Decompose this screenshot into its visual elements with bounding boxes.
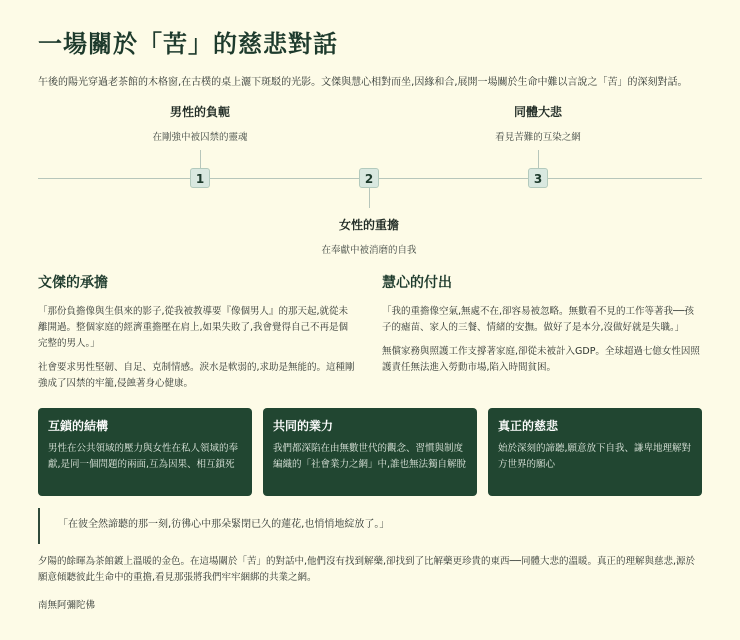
card-body: 我們都深陷在由無數世代的觀念、習慣與制度編織的「社會業力之網」中,誰也無法獨自解脫 — [273, 443, 467, 470]
timeline-stem — [200, 150, 201, 169]
timeline-node-1[interactable]: 1 — [190, 168, 210, 188]
timeline — [38, 98, 702, 258]
blockquote: 「在彼全然諦聽的那一刻,彷彿心中那朵緊閉已久的蓮花,也悄悄地綻放了。」 — [38, 508, 638, 544]
card-body: 男性在公共領域的壓力與女性在私人領域的奉獻,是同一個問題的兩面,互為因果、相互鎖死 — [48, 443, 239, 470]
section-quote: 「那份負擔像與生俱來的影子,從我被教導要『像個男人』的那天起,就從未離開過。整個家庭的經濟重擔壓在肩上,如果失敗了,我會覺得自己不再是個完整的男人。」 — [38, 306, 349, 349]
card-title: 真正的慈悲 — [498, 419, 559, 433]
card-interlocking-structure — [38, 408, 252, 496]
timeline-heading: 同體大悲 — [513, 105, 562, 119]
timeline-node-2[interactable]: 2 — [359, 168, 379, 188]
page-title: 一場關於「苦」的慈悲對話 — [38, 30, 338, 58]
timeline-stem — [369, 188, 370, 208]
timeline-label-1 — [100, 103, 300, 143]
timeline-subtitle: 看見苦難的互染之網 — [495, 132, 581, 143]
timeline-node-3[interactable]: 3 — [528, 168, 548, 188]
timeline-subtitle: 在奉獻中被消磨的自我 — [321, 245, 417, 256]
signoff: 南無阿彌陀佛 — [38, 600, 96, 611]
timeline-label-3 — [438, 103, 638, 143]
intro-paragraph: 午後的陽光穿過老茶館的木格窗,在古樸的桌上灑下斑駁的光影。文傑與慧心相對而坐,因緣和合,展開一場關於生命中難以言說之「苦」的深刻對話。 — [38, 77, 688, 88]
card-title: 互鎖的結構 — [48, 419, 109, 433]
closing-paragraph: 夕陽的餘暉為茶館鍍上溫暖的金色。在這場關於「苦」的對話中,他們沒有找到解藥,卻找到了比解藥更珍貴的東西──同體大悲的溫暖。真正的理解與慈悲,源於願意傾聽彼此生命中的重擔,看見那張將我們牢牢綑綁的共業之網。 — [38, 556, 696, 583]
card-title: 共同的業力 — [273, 419, 334, 433]
insight-cards — [38, 408, 702, 496]
section-paragraph: 無償家務與照護工作支撐著家庭,卻從未被計入GDP。全球超過七億女性因照護責任無法進入勞動市場,陷入時間貧困。 — [382, 346, 700, 373]
card-body: 始於深刻的諦聽,願意放下自我、謙卑地理解對方世界的願心 — [498, 443, 692, 470]
card-true-compassion — [488, 408, 702, 496]
section-heading: 文傑的承擔 — [38, 275, 108, 291]
timeline-heading: 女性的重擔 — [338, 218, 399, 232]
timeline-stem — [538, 150, 539, 169]
timeline-label-2 — [269, 216, 469, 256]
section-paragraph: 社會要求男性堅韌、自足、克制情感。淚水是軟弱的,求助是無能的。這種剛強成了囚禁的牢籠,侵蝕著身心健康。 — [38, 362, 355, 389]
section-heading: 慧心的付出 — [382, 275, 452, 291]
card-shared-karma — [263, 408, 477, 496]
timeline-subtitle: 在剛強中被囚禁的靈魂 — [152, 132, 248, 143]
wenjie-section — [38, 272, 356, 400]
section-quote: 「我的重擔像空氣,無處不在,卻容易被忽略。無數看不見的工作等著我──孩子的瘧苗、家人的三餐、情緒的安撫。做好了是本分,沒做好就是失職。」 — [382, 306, 694, 333]
huixin-section — [382, 272, 700, 384]
timeline-heading: 男性的負軛 — [169, 105, 230, 119]
